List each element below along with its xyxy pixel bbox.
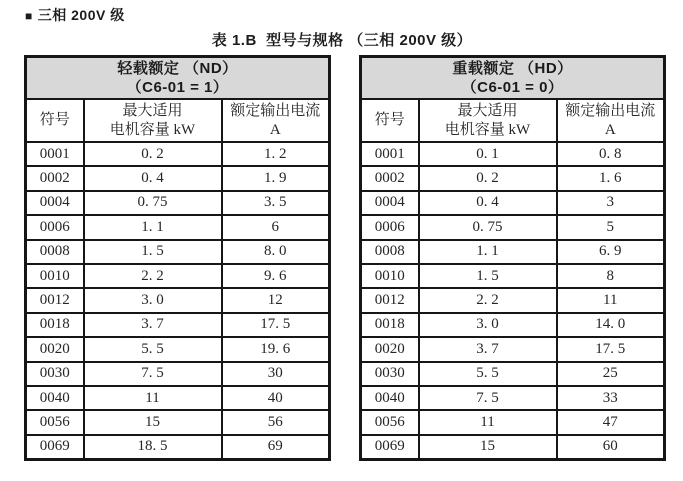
current-cell: 25 bbox=[557, 362, 665, 386]
table-row bbox=[26, 142, 330, 166]
capacity-cell: 2. 2 bbox=[419, 288, 557, 312]
table-row bbox=[361, 435, 665, 460]
symbol-cell: 0030 bbox=[361, 362, 419, 386]
symbol-cell: 0020 bbox=[26, 337, 84, 361]
table-row bbox=[26, 191, 330, 215]
header-line: 电机容量 kW bbox=[444, 121, 531, 138]
capacity-cell: 2. 2 bbox=[84, 264, 222, 288]
table-row bbox=[26, 240, 330, 264]
column-header-row bbox=[26, 99, 330, 142]
current-cell: 17. 5 bbox=[557, 337, 665, 361]
header-line: 最大适用 bbox=[122, 102, 183, 119]
header-line: A bbox=[604, 121, 616, 138]
table-row bbox=[26, 386, 330, 410]
capacity-cell: 5. 5 bbox=[84, 337, 222, 361]
table-row bbox=[361, 191, 665, 215]
table-row bbox=[361, 362, 665, 386]
table-row bbox=[361, 142, 665, 166]
tables-container bbox=[24, 55, 666, 461]
symbol-cell: 0018 bbox=[26, 313, 84, 337]
capacity-cell: 0. 75 bbox=[419, 215, 557, 239]
table-row bbox=[361, 410, 665, 434]
symbol-cell: 0006 bbox=[26, 215, 84, 239]
symbol-cell: 0008 bbox=[361, 240, 419, 264]
header-line: 电机容量 kW bbox=[109, 121, 196, 138]
symbol-cell: 0020 bbox=[361, 337, 419, 361]
capacity-cell: 3. 7 bbox=[419, 337, 557, 361]
table-row bbox=[361, 240, 665, 264]
table-row bbox=[26, 215, 330, 239]
capacity-cell: 3. 0 bbox=[419, 313, 557, 337]
table-row bbox=[361, 386, 665, 410]
current-cell: 9. 6 bbox=[222, 264, 330, 288]
current-cell: 8 bbox=[557, 264, 665, 288]
symbol-cell: 0040 bbox=[361, 386, 419, 410]
current-cell: 1. 9 bbox=[222, 166, 330, 190]
table-row bbox=[26, 313, 330, 337]
capacity-cell: 0. 4 bbox=[419, 191, 557, 215]
symbol-cell: 0056 bbox=[361, 410, 419, 434]
symbol-cell: 0069 bbox=[361, 435, 419, 460]
symbol-cell: 0010 bbox=[26, 264, 84, 288]
table-row bbox=[26, 362, 330, 386]
table-row bbox=[361, 313, 665, 337]
capacity-cell: 15 bbox=[419, 435, 557, 460]
table-row bbox=[26, 410, 330, 434]
symbol-cell: 0012 bbox=[26, 288, 84, 312]
section-title-text: 三相 200V 级 bbox=[37, 7, 125, 23]
column-header-capacity bbox=[419, 99, 557, 142]
nd-rating-table bbox=[24, 55, 331, 461]
table-row bbox=[361, 337, 665, 361]
capacity-cell: 3. 7 bbox=[84, 313, 222, 337]
section-title bbox=[25, 5, 125, 25]
capacity-cell: 1. 1 bbox=[84, 215, 222, 239]
symbol-cell: 0030 bbox=[26, 362, 84, 386]
hd-rating-table bbox=[359, 55, 666, 461]
current-cell: 47 bbox=[557, 410, 665, 434]
table-title bbox=[26, 57, 330, 100]
column-header-row bbox=[361, 99, 665, 142]
column-header-symbol bbox=[26, 99, 84, 142]
symbol-cell: 0010 bbox=[361, 264, 419, 288]
table-row bbox=[361, 215, 665, 239]
symbol-cell: 0018 bbox=[361, 313, 419, 337]
capacity-cell: 11 bbox=[84, 386, 222, 410]
column-header-symbol bbox=[361, 99, 419, 142]
capacity-cell: 5. 5 bbox=[419, 362, 557, 386]
table-title-line2: （C6-01 = 1） bbox=[126, 79, 229, 96]
table-body bbox=[361, 142, 665, 460]
symbol-cell: 0012 bbox=[361, 288, 419, 312]
symbol-cell: 0001 bbox=[26, 142, 84, 166]
header-line: 最大适用 bbox=[457, 102, 518, 119]
header-line: A bbox=[269, 121, 281, 138]
current-cell: 0. 8 bbox=[557, 142, 665, 166]
symbol-cell: 0006 bbox=[361, 215, 419, 239]
table-row bbox=[361, 288, 665, 312]
column-header-capacity bbox=[84, 99, 222, 142]
capacity-cell: 3. 0 bbox=[84, 288, 222, 312]
table-row bbox=[26, 337, 330, 361]
current-cell: 14. 0 bbox=[557, 313, 665, 337]
table-row bbox=[361, 166, 665, 190]
header-line: 符号 bbox=[39, 112, 70, 128]
header-line: 符号 bbox=[374, 112, 405, 128]
current-cell: 1. 2 bbox=[222, 142, 330, 166]
symbol-cell: 0008 bbox=[26, 240, 84, 264]
header-line: 额定输出电流 bbox=[565, 102, 656, 119]
capacity-cell: 15 bbox=[84, 410, 222, 434]
table-row bbox=[26, 435, 330, 460]
table-title-row bbox=[26, 57, 330, 100]
current-cell: 33 bbox=[557, 386, 665, 410]
table-row bbox=[361, 264, 665, 288]
table-title bbox=[361, 57, 665, 100]
capacity-cell: 11 bbox=[419, 410, 557, 434]
capacity-cell: 18. 5 bbox=[84, 435, 222, 460]
symbol-cell: 0004 bbox=[26, 191, 84, 215]
current-cell: 69 bbox=[222, 435, 330, 460]
current-cell: 6 bbox=[222, 215, 330, 239]
current-cell: 17. 5 bbox=[222, 313, 330, 337]
capacity-cell: 7. 5 bbox=[84, 362, 222, 386]
column-header-current bbox=[557, 99, 665, 142]
current-cell: 1. 6 bbox=[557, 166, 665, 190]
symbol-cell: 0069 bbox=[26, 435, 84, 460]
table-row bbox=[26, 288, 330, 312]
capacity-cell: 1. 5 bbox=[419, 264, 557, 288]
symbol-cell: 0002 bbox=[361, 166, 419, 190]
capacity-cell: 7. 5 bbox=[419, 386, 557, 410]
table-row bbox=[26, 166, 330, 190]
table-body bbox=[26, 142, 330, 460]
current-cell: 11 bbox=[557, 288, 665, 312]
current-cell: 19. 6 bbox=[222, 337, 330, 361]
capacity-cell: 0. 4 bbox=[84, 166, 222, 190]
current-cell: 6. 9 bbox=[557, 240, 665, 264]
table-row bbox=[26, 264, 330, 288]
current-cell: 60 bbox=[557, 435, 665, 460]
section-marker-icon: ■ bbox=[25, 9, 33, 23]
current-cell: 3. 5 bbox=[222, 191, 330, 215]
current-cell: 8. 0 bbox=[222, 240, 330, 264]
current-cell: 40 bbox=[222, 386, 330, 410]
table-title-row bbox=[361, 57, 665, 100]
symbol-cell: 0004 bbox=[361, 191, 419, 215]
header-line: 额定输出电流 bbox=[230, 102, 321, 119]
capacity-cell: 0. 75 bbox=[84, 191, 222, 215]
symbol-cell: 0056 bbox=[26, 410, 84, 434]
table-title-line1: 重载额定 （HD） bbox=[452, 60, 573, 77]
capacity-cell: 0. 1 bbox=[419, 142, 557, 166]
symbol-cell: 0001 bbox=[361, 142, 419, 166]
current-cell: 3 bbox=[557, 191, 665, 215]
table-caption: 表 1.B 型号与规格 （三相 200V 级） bbox=[211, 32, 473, 49]
table-title-line2: （C6-01 = 0） bbox=[461, 79, 564, 96]
symbol-cell: 0002 bbox=[26, 166, 84, 190]
current-cell: 30 bbox=[222, 362, 330, 386]
symbol-cell: 0040 bbox=[26, 386, 84, 410]
current-cell: 56 bbox=[222, 410, 330, 434]
capacity-cell: 0. 2 bbox=[419, 166, 557, 190]
current-cell: 12 bbox=[222, 288, 330, 312]
current-cell: 5 bbox=[557, 215, 665, 239]
table-title-line1: 轻载额定 （ND） bbox=[117, 60, 238, 77]
capacity-cell: 0. 2 bbox=[84, 142, 222, 166]
capacity-cell: 1. 5 bbox=[84, 240, 222, 264]
capacity-cell: 1. 1 bbox=[419, 240, 557, 264]
column-header-current bbox=[222, 99, 330, 142]
